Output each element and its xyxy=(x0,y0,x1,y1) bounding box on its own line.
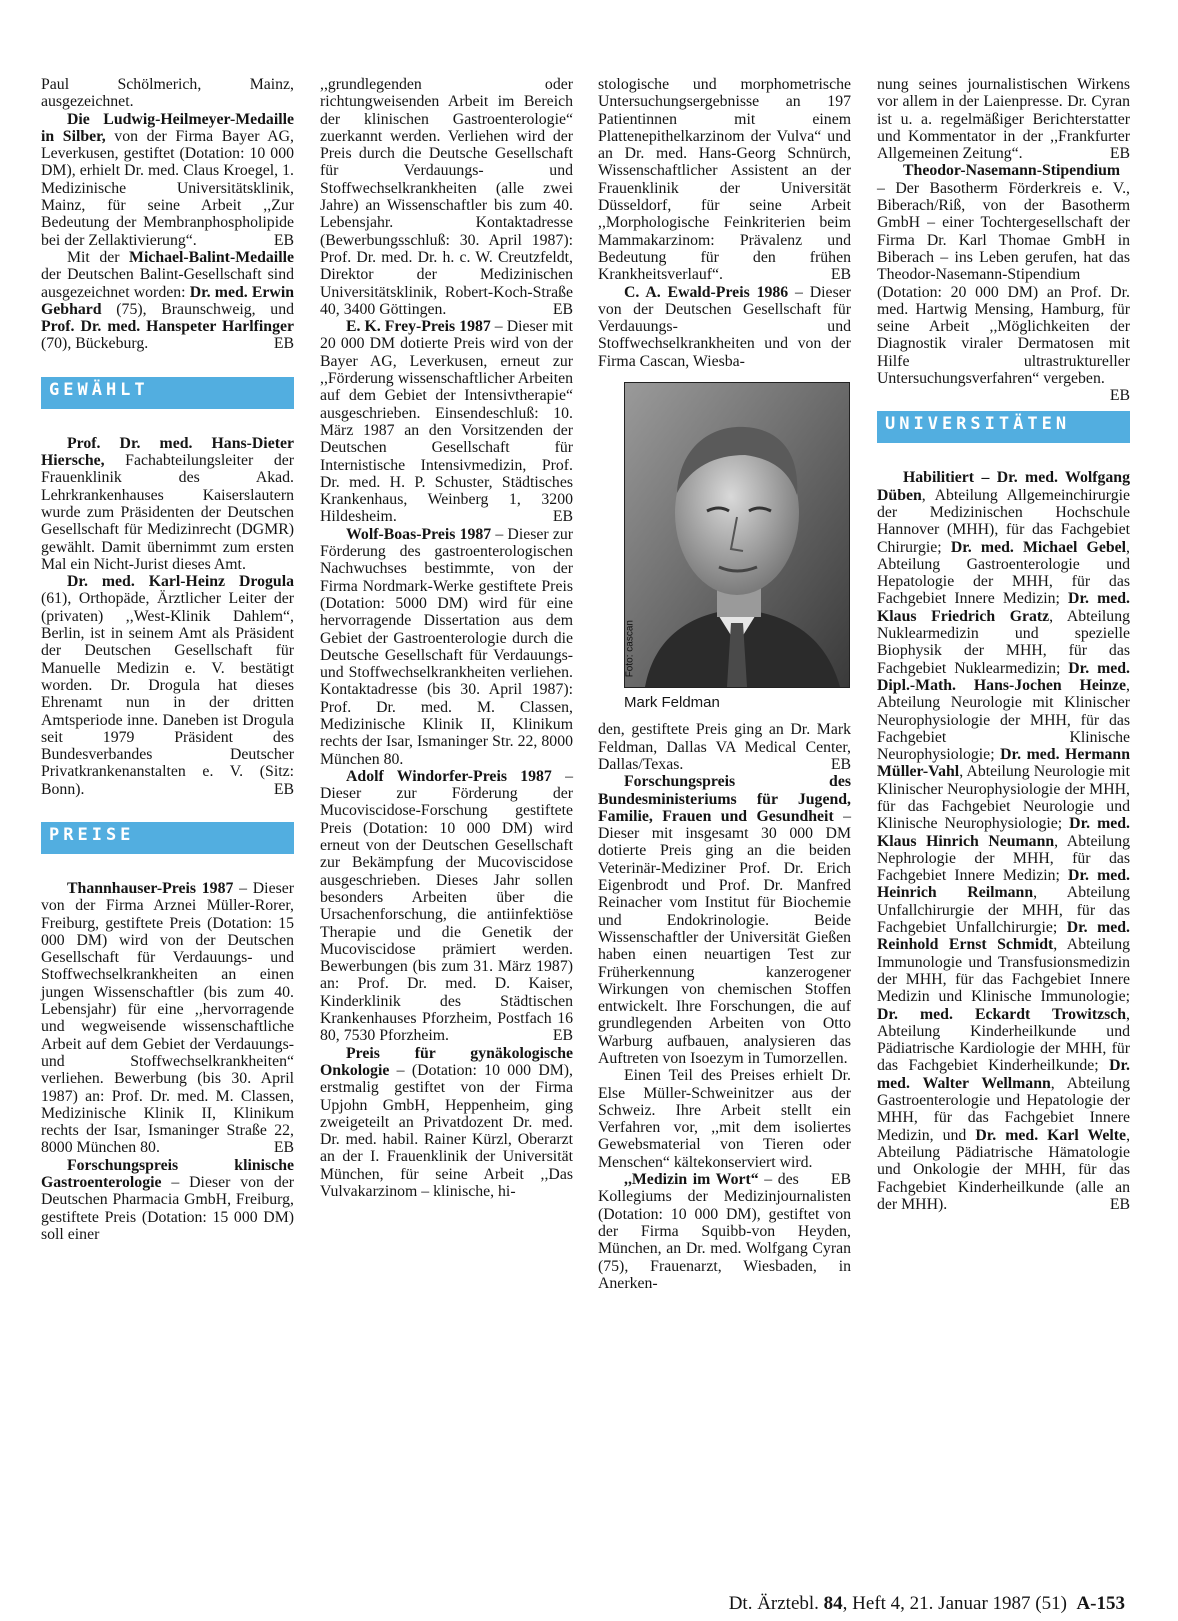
paragraph: den, gestiftete Preis ging an Dr. Mark Feldman, Dallas VA Medical Center, Dallas/Texas. EB xyxy=(598,721,851,773)
paragraph: nung seines journalistischen Wirkens vor allem in der Laienpresse. Dr. Cyran ist u. a. regelmäßiger Berichterstatter und Kommentator in der ,,Frankfurter Allgemeinen Zeitung“. EB xyxy=(877,76,1130,163)
page-number: A-153 xyxy=(1076,1593,1125,1614)
paragraph: Forschungspreis des Bundesministeriums für Jugend, Familie, Frauen und Gesundheit – Dieser mit insgesamt 30 000 DM dotierte Preis ging an die beiden Veterinär-Mediziner Prof. Dr. Erich Eigenbrodt und Prof. Dr. Manfred Reinacher vom Institut für Biochemie und Endokrinologie. Beide Wissenschaftler der Universität Gießen haben einen neuartigen Test zur Früherkennung kanzerogener Wirkungen von chemischen Stoffen entwickelt. Ihre Forschungen, die auf grundlegenden Arbeiten von Otto Warburg aufbauen, analysieren das Auftreten von Isoezym in Tumorzellen. xyxy=(598,773,851,1067)
column-4 xyxy=(877,76,1130,1213)
issue-date: , Heft 4, 21. Januar 1987 (51) xyxy=(842,1593,1067,1614)
page-footer xyxy=(729,1593,1125,1615)
author-initials: EB xyxy=(830,755,851,773)
author-initials: EB xyxy=(1109,387,1130,405)
paragraph: Prof. Dr. med. Hans-Dieter Hiersche, Fachabteilungsleiter der Frauenklinik des Akad. Lehrkrankenhauses Kaiserslautern wurde zum Präsidenten der Deutschen Gesellschaft für Medizinrecht (DGMR) gewählt. Damit übernimmt zum ersten Mal ein Nicht-Jurist dieses Amt. xyxy=(41,434,294,573)
portrait-photo xyxy=(624,382,850,688)
column-3 xyxy=(598,76,851,1292)
column-1 xyxy=(41,76,294,1243)
author-initials: EB xyxy=(1109,145,1130,163)
author-initials: EB xyxy=(273,335,294,353)
photo-caption: Mark Feldman xyxy=(624,694,720,712)
paragraph: C. A. Ewald-Preis 1986 – Dieser von der Deutschen Gesellschaft für Verdauungs- und Stoffwechselkrankheiten und von der Firma Cascan, Wiesba- xyxy=(598,283,851,370)
paragraph: Mit der Michael-Balint-Medaille der Deutschen Balint-Gesellschaft sind ausgezeichnet worden: Dr. med. Erwin Gebhard (75), Braunschweig, und Prof. Dr. med. Hanspeter Harlfinger (70), Bückeburg. EB xyxy=(41,248,294,353)
author-initials: EB xyxy=(552,300,573,318)
photo-credit: Foto: cascan xyxy=(624,619,636,678)
paragraph: Forschungspreis klinische Gastroenterologie – Dieser von der Deutschen Pharmacia GmbH, Freiburg, gestiftete Preis (Dotation: 15 000 DM) soll einer xyxy=(41,1156,294,1243)
author-initials: EB xyxy=(1109,1195,1130,1213)
author-initials: EB xyxy=(552,508,573,526)
author-initials: EB xyxy=(273,780,294,798)
section-heading-universitaeten: UNIVERSITÄTEN xyxy=(877,411,1130,443)
paragraph: Preis für gynäkologische Onkologie – (Dotation: 10 000 DM), erstmalig gestiftet von der Firma Upjohn GmbH, Heppenheim, ging zweigeteilt an Privatdozent Dr. med. Dr. med. habil. Rainer Kürzl, Oberarzt an der I. Frauenklinik der Universität München, für seine Arbeit ,,Das Vulvakarzinom – klinische, hi- xyxy=(320,1044,573,1200)
paragraph: Theodor-Nasemann-Stipendium – Der Basotherm Förderkreis e. V., Biberach/Riß, von der Basotherm GmbH – einer Tochtergesellschaft der Firma Dr. Karl Thomae GmbH in Biberach – ins Leben gerufen, hat das Theodor-Nasemann-Stipendium (Dotation: 20 000 DM) an Prof. Dr. med. Hartwig Mensing, Hamburg, für seine Arbeit ,,Möglichkeiten der Diagnostik viraler Dermatosen mit Hilfe ultrastruktureller Untersuchungsverfahren“ vergeben. EB xyxy=(877,162,1130,405)
paragraph: Habilitiert – Dr. med. Wolfgang Düben, Abteilung Allgemeinchirurgie der Medizinischen Hochschule Hannover (MHH), für das Fachgebiet Chirurgie; Dr. med. Michael Gebel, Abteilung Gastroenterologie und Hepatologie der MHH, für das Fachgebiet Innere Medizin; Dr. med. Klaus Friedrich Gratz, Abteilung Nuklearmedizin und spezielle Biophysik der MHH, für das Fachgebiet Nuklearmedizin; Dr. med. Dipl.-Math. Hans-Jochen Heinze, Abteilung Neurologie mit Klinischer Neurophysiologie der MHH, für das Fachgebiet Klinische Neurophysiologie; Dr. med. Hermann Müller-Vahl, Abteilung Neurologie mit Klinischer Neurophysiologie der MHH, für das Fachgebiet Neurologie und Klinische Neurophysiologie; Dr. med. Klaus Hinrich Neumann, Abteilung Nephrologie der MHH, für das Fachgebiet Innere Medizin; Dr. med. Heinrich Reilmann, Abteilung Unfallchirurgie der MHH, für das Fachgebiet Unfallchirurgie; Dr. med. Reinhold Ernst Schmidt, Abteilung Immunologie und Transfusionsmedizin der MHH, für das Fachgebiet Innere Medizin und Klinische Immunologie; Dr. med. Eckardt Trowitzsch, Abteilung Kinderheilkunde und Pädiatrische Kardiologie der MHH, für das Fachgebiet Kinderheilkunde; Dr. med. Walter Wellmann, Abteilung Gastroenterologie und Hepatologie der MHH, für das Fachgebiet Innere Medizin, und Dr. med. Karl Welte, Abteilung Pädiatrische Hämatologie und Onkologie der MHH, für das Fachgebiet Kinderheilkunde (alle an der MHH). EB xyxy=(877,469,1131,1213)
author-initials: EB xyxy=(273,231,294,249)
paragraph: Adolf Windorfer-Preis 1987 – Dieser zur Förderung der Mucoviscidose-Forschung gestiftete Preis (Dotation: 10 000 DM) wird erneut von der Deutschen Gesellschaft zur Bekämpfung der Mucoviscidose ausgeschrieben. Dieses Jahr sollen besonders Arbeiten über die Ursachenforschung, die antiinfektiöse Therapie und die Genetik der Mucoviscidose prämiert werden. Bewerbungen (bis zum 31. März 1987) an: Prof. Dr. med. D. Kaiser, Kinderklinik des Städtischen Krankenhauses Pforzheim, Postfach 16 80, 7530 Pforzheim. EB xyxy=(320,767,573,1045)
paragraph: E. K. Frey-Preis 1987 – Dieser mit 20 000 DM dotierte Preis wird von der Bayer AG, Leverkusen, erneut zur ,,Förderung wissenschaftlicher Arbeiten auf dem Gebiet der Intensivtherapie“ ausgeschrieben. Einsendeschluß: 10. März 1987 an den Vorsitzenden der Deutschen Gesellschaft für Internistische Intensivmedizin, Prof. Dr. med. H. P. Schuster, Städtisches Krankenhaus, Weinberg 1, 3200 Hildesheim. EB xyxy=(320,318,573,526)
paragraph: stologische und morphometrische Untersuchungsergebnisse an 197 Patientinnen mit einem Plattenepithelkarzinom der Vulva“ und an Dr. med. Hans-Georg Schnürch, Wissenschaftlicher Assistent an der Frauenklinik der Universität Düsseldorf, für seine Arbeit ,,Morphologische Feinkriterien beim Mammakarzinom: Prävalenz und Bedeutung für den frühen Krankheitsverlauf“. EB xyxy=(598,76,851,284)
journal-citation: Dt. Ärztebl. xyxy=(728,1593,824,1614)
portrait-image xyxy=(625,383,849,687)
section-heading-preise: PREISE xyxy=(41,822,294,854)
paragraph: Die Ludwig-Heilmeyer-Medaille in Silber, von der Firma Bayer AG, Leverkusen, gestiftet (Dotation: 10 000 DM), erhielt Dr. med. Claus Kroegel, 1. Medizinische Universitätsklinik, Mainz, für seine Arbeit ,,Zur Bedeutung der Membranphospholipide bei der Zellaktivierung“. EB xyxy=(41,110,294,249)
section-heading-gewaehlt: GEWÄHLT xyxy=(41,377,294,409)
paragraph: ,,Medizin im Wort“ – des Kollegiums der Medizinjournalisten (Dotation: 10 000 DM), gestiftet von der Firma Squibb-von Heyden, München, an Dr. med. Wolfgang Cyran (75), Frauenarzt, Wiesbaden, in Anerken- xyxy=(598,1171,851,1292)
author-initials: EB xyxy=(830,266,851,284)
author-initials: EB xyxy=(552,1027,573,1045)
paragraph: Wolf-Boas-Preis 1987 – Dieser zur Förderung des gastroenterologischen Nachwuchses bestimmte, von der Firma Nordmark-Werke gestiftete Preis (Dotation: 5000 DM) wird für eine hervorragende Dissertation aus dem Gebiet der Gastroenterologie durch die Deutsche Gesellschaft für Verdauungs- und Stoffwechselkrankheiten verliehen. Kontaktadresse (bis 30. April 1987): Prof. Dr. med. M. Classen, Medizinische Klinik II, Klinikum rechts der Isar, Ismaninger Str. 22, 8000 München 80. xyxy=(320,525,573,768)
author-initials: EB xyxy=(830,1171,851,1189)
paragraph: Paul Schölmerich, Mainz, ausgezeichnet. xyxy=(41,76,294,111)
paragraph: Thannhauser-Preis 1987 – Dieser von der Firma Arznei Müller-Rorer, Freiburg, gestiftete Preis (Dotation: 15 000 DM) wird von der Deutschen Gesellschaft für Verdauungs- und Stoffwechselkrankheiten an einen jungen Wissenschaftler (bis zum 40. Lebensjahr) für eine ,,hervorragende und wegweisende wissenschaftliche Arbeit auf dem Gebiet der Verdauungs- und Stoffwechselkrankheiten“ verliehen. Bewerbung (bis 30. April 1987) an: Prof. Dr. med. M. Classen, Medizinische Klinik II, Klinikum rechts der Isar, Ismaninger Straße 22, 8000 München 80. EB xyxy=(41,879,294,1157)
author-initials: EB xyxy=(273,1139,294,1157)
paragraph: Einen Teil des Preises erhielt Dr. Else Müller-Schweinitzer aus der Schweiz. Ihre Arbeit stellt ein Verfahren vor, ,,mit dem isoliertes Gewebsmaterial von Tieren oder Menschen“ kältekonserviert wird. EB xyxy=(598,1067,851,1189)
paragraph: Dr. med. Karl-Heinz Drogula (61), Orthopäde, Ärztlicher Leiter der (privaten) ,,West-Klinik Dahlem“, Berlin, ist in seinem Amt als Präsident der Deutschen Gesellschaft für Manuelle Medizin e. V. bestätigt worden. Dr. Drogula hat dieses Ehrenamt nun in der dritten Amtsperiode inne. Daneben ist Drogula seit 1979 Präsident des Bundesverbandes Deutscher Privatkrankenanstalten e. V. (Sitz: Bonn). EB xyxy=(41,573,294,798)
column-2 xyxy=(320,76,573,1200)
volume-number: 84 xyxy=(823,1593,843,1614)
paragraph: ,,grundlegenden oder richtungweisenden Arbeit im Bereich der klinischen Gastroenterologie“ zuerkannt werden. Verliehen wird der Preis durch die Deutsche Gesellschaft für Verdauungs- und Stoffwechselkrankheiten (alle zwei Jahre) an Wissenschaftler bis zum 40. Lebensjahr. Kontaktadresse (Bewerbungsschluß: 30. April 1987): Prof. Dr. med. Dr. h. c. W. Creutzfeldt, Direktor der Medizinischen Universitätsklinik, Robert-Koch-Straße 40, 3400 Göttingen. EB xyxy=(320,76,573,318)
